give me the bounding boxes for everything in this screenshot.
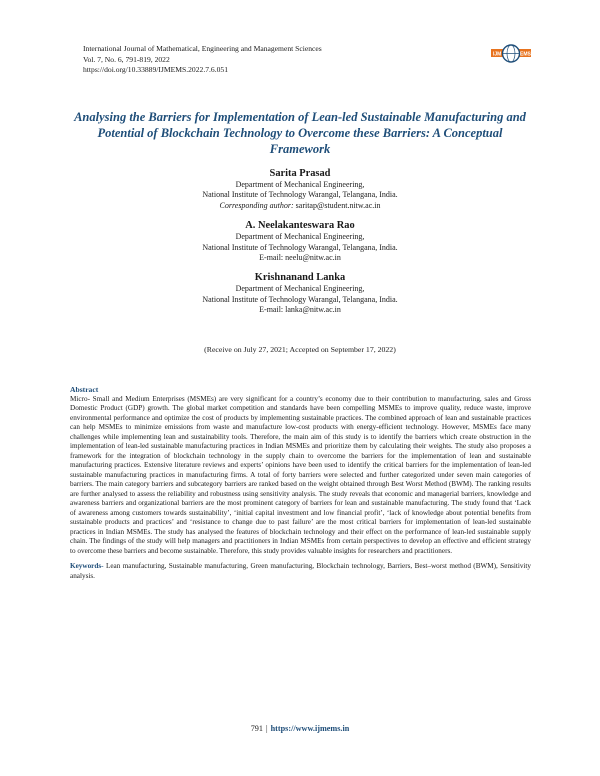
abstract-text: Micro- Small and Medium Enterprises (MSMEs) are very significant for a country’s economy due to their contribution to manufacturing, sales and Gross Domestic Product (GDP) growth. The global market competition and standards have been compelling MSMEs to improve quality, reduce waste, improve environmental performance and optimize the cost of products by implementing sustainable practices. The combined approach of lean and sustainable practices can help MSMEs to minimize emissions from waste and manufacture low-cost products with energy-efficient technology. However, MSMEs face many challenges while implementing lean and sustainability tools. Therefore, the main aim of this study is to identify the barriers which create obstruction in the implementation of lean-led sustainable manufacturing practices in Indian MSMEs and prioritize them by calculating their weights. The study also proposes a framework for the integration of blockchain technology in the supply chain to overcome the barriers for the implementation of lean and sustainable manufacturing practices. Extensive literature reviews and experts’ opinions have been used to identify the critical barriers for the implementation of lean-led sustainable manufacturing practices in manufacturing firms. A total of forty barriers were selected and further categorized under seven main categories of barriers. The main category barriers and subcategory barriers are ranked based on the weight obtained through Best Worst Method (BWM). The ranking results are further analysed to assess the reliability and robustness using sensitivity analysis. The study reveals that economic and managerial barriers, knowledge and awareness barriers and organizational barriers are the most prominent category of barriers for lean and sustainable manufacturing. The study found that ‘Lack of awareness among customers towards sustainability’, ‘initial capital investment and low financial profit’, ‘lack of knowledge about potential benefits from sustainable products and practices’ and ‘resistance to change due to past failure’ are the most critical barriers for implementation of lean-led sustainable practices in Indian MSMEs. The study has analysed the features of blockchain technology and their effect on the performance of lean-led sustainable supply chain. The findings of the study will help managers and practitioners in Indian MSMEs from certain perspectives to develop an effective and efficient strategy to overcome these barriers and become sustainable. Therefore, this study provides valuable insights for researchers and practitioners. xyxy=(70,394,531,555)
journal-logo xyxy=(491,44,531,63)
author-contact xyxy=(90,201,510,211)
author-email[interactable]: neelu@nitw.ac.in xyxy=(285,253,341,263)
journal-url-link[interactable]: https://www.ijmems.in xyxy=(270,724,350,733)
abstract-heading: Abstract xyxy=(70,385,99,394)
author-name: A. Neelakanteswara Rao xyxy=(245,220,355,232)
author-list xyxy=(90,167,510,324)
author-email[interactable]: saritap@student.nitw.ac.in xyxy=(295,200,381,210)
keywords-label: Keywords- xyxy=(70,562,104,570)
author-department: Department of Mechanical Engineering, xyxy=(235,232,365,242)
journal-header xyxy=(83,44,322,76)
author-block xyxy=(90,271,510,315)
author-contact xyxy=(90,305,510,315)
paper-title: Analysing the Barriers for Implementation of Lean-led Sustainable Manufacturing and Potential of Blockchain Technology to Overcome these Barriers: A Conceptual Framework xyxy=(74,110,526,156)
received-dates: (Receive on July 27, 2021; Accepted on September 17, 2022) xyxy=(204,345,396,354)
author-department: Department of Mechanical Engineering, xyxy=(235,180,365,189)
author-block xyxy=(90,219,510,263)
logo-text-right: EMS xyxy=(520,51,531,58)
footer-separator: | xyxy=(265,724,268,733)
author-email[interactable]: lanka@nitw.ac.in xyxy=(285,305,341,315)
page-number: 791 xyxy=(250,724,263,733)
keywords-text: Lean manufacturing, Sustainable manufacturing, Green manufacturing, Blockchain technology, Barriers, Best–worst method (BWM), Sensitivity analysis. xyxy=(70,562,532,580)
keywords-section xyxy=(70,562,531,581)
corresponding-author-label: Corresponding author: xyxy=(219,200,294,210)
author-name: Sarita Prasad xyxy=(269,168,331,179)
email-label: E-mail: xyxy=(259,305,284,315)
logo-text-left: IJM xyxy=(493,51,502,58)
doi-link[interactable]: https://doi.org/10.33889/IJMEMS.2022.7.6.051 xyxy=(83,65,228,75)
abstract-section xyxy=(70,385,531,556)
author-contact xyxy=(90,253,510,263)
journal-name: International Journal of Mathematical, Engineering and Management Sciences xyxy=(83,44,322,53)
author-name: Krishnanand Lanka xyxy=(254,272,346,284)
volume-pages: Vol. 7, No. 6, 791-819, 2022 xyxy=(83,54,170,64)
author-institution: National Institute of Technology Warangal, Telangana, India. xyxy=(202,294,398,304)
author-institution: National Institute of Technology Warangal, Telangana, India. xyxy=(202,242,398,252)
author-institution: National Institute of Technology Warangal, Telangana, India. xyxy=(202,190,398,200)
page-footer xyxy=(0,724,600,733)
author-block xyxy=(90,167,510,211)
email-label: E-mail: xyxy=(259,253,284,263)
author-department: Department of Mechanical Engineering, xyxy=(235,284,365,294)
